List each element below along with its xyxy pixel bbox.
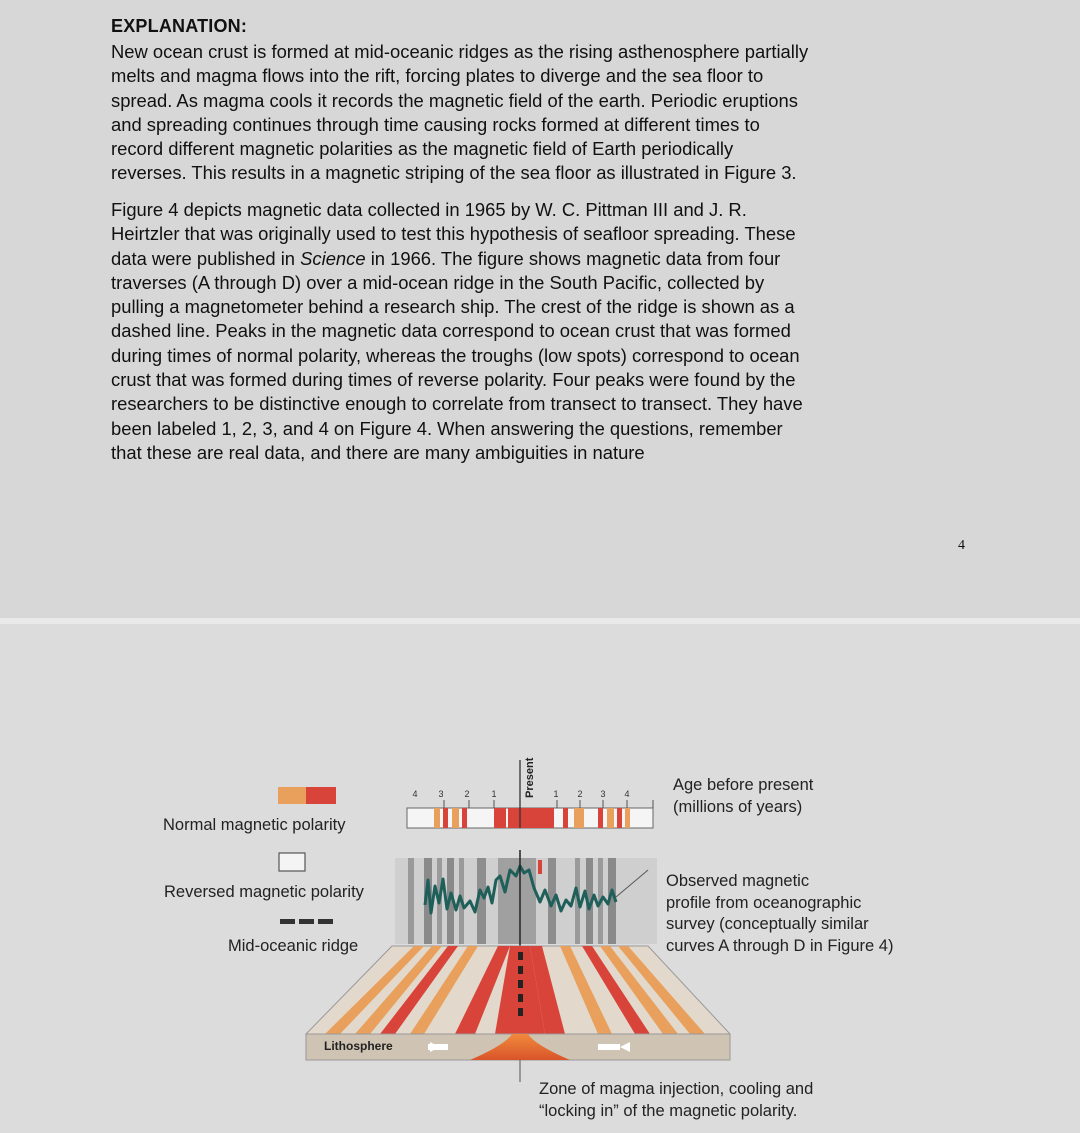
magma-zone-label (539, 1079, 813, 1122)
paragraph-line: dashed line. Peaks in the magnetic data correspond to ocean crust that was formed (111, 320, 791, 342)
age-tick-label: 3 (600, 789, 606, 799)
ridge-label: Mid-oceanic ridge (228, 937, 359, 955)
paragraph-line: reverses. This results in a magnetic striping of the sea floor as illustrated in Figure 3. (111, 162, 797, 184)
observed-label-line: Observed magnetic (666, 872, 810, 890)
age-label-line: (millions of years) (673, 798, 803, 816)
paragraph-line: researchers to be distinctive enough to correlate from transect to transect. They have (111, 393, 803, 415)
paragraph-line: record different magnetic polarities as the magnetic field of Earth periodically (111, 138, 734, 160)
paragraph-line: been labeled 1, 2, 3, and 4 on Figure 4. When answering the questions, remember (111, 417, 783, 439)
age-tick-label: 4 (624, 789, 630, 799)
observed-label-line: profile from oceanographic (666, 893, 862, 912)
lithosphere-label: Lithosphere (324, 1039, 393, 1053)
paragraph-line: that these are real data, and there are many ambiguities in nature (111, 441, 645, 463)
age-label-line: Age before present (673, 776, 814, 794)
observed-label-line: curves A through D in Figure 4) (666, 936, 894, 955)
age-tick-label: 2 (577, 789, 583, 799)
explanation-heading: EXPLANATION: (111, 16, 248, 36)
zone-label-line: Zone of magma injection, cooling and (539, 1080, 814, 1098)
paragraph-line: Heirtzler that was originally used to test this hypothesis of seafloor spreading. These (111, 223, 796, 245)
age-tick-label: 2 (464, 789, 470, 799)
paragraph-line: and spreading continues through time causing rocks formed at different times to (111, 113, 760, 135)
age-tick-label: 4 (412, 789, 418, 799)
present-label: Present (524, 757, 536, 798)
normal-polarity-label: Normal magnetic polarity (163, 816, 346, 834)
text-run: data were published in (111, 247, 301, 269)
paragraph-line: crust that was formed during times of reverse polarity. Four peaks were found by the (111, 369, 796, 391)
page-number: 4 (958, 538, 965, 553)
text-run: in 1966. The figure shows magnetic data from four (365, 247, 781, 269)
paragraph-line: traverses (A through D) over a mid-ocean ridge in the South Pacific, collected by (111, 271, 765, 293)
age-label (673, 775, 813, 817)
age-tick-label: 1 (491, 789, 497, 799)
paragraph-line: melts and magma flows into the rift, forcing plates to diverge and the sea floor to (111, 65, 764, 87)
ridge-legend-dash (280, 919, 333, 924)
paragraph-line: Figure 4 depicts magnetic data collected in 1965 by W. C. Pittman III and J. R. (111, 199, 747, 220)
journal-name: Science (300, 247, 366, 269)
reversed-polarity-swatch (279, 853, 305, 871)
paragraph-line: pulling a magnetometer behind a research ship. The crest of the ridge is shown as a (111, 296, 795, 318)
age-tick-label: 3 (438, 789, 444, 799)
paragraph-line: spread. As magma cools it records the magnetic field of the earth. Periodic eruptions (111, 89, 798, 111)
age-tick-label: 1 (553, 789, 559, 799)
zone-label-line: “locking in” of the magnetic polarity. (539, 1101, 798, 1120)
normal-polarity-swatch (278, 787, 336, 804)
paragraph-line: New ocean crust is formed at mid-oceanic ridges as the rising asthenosphere partially (111, 41, 809, 62)
observed-label-line: survey (conceptually similar (666, 915, 869, 933)
reversed-polarity-label: Reversed magnetic polarity (164, 883, 364, 901)
paragraph-line: during times of normal polarity, whereas the troughs (low spots) correspond to ocean (111, 344, 800, 366)
observed-profile-label (666, 871, 893, 957)
